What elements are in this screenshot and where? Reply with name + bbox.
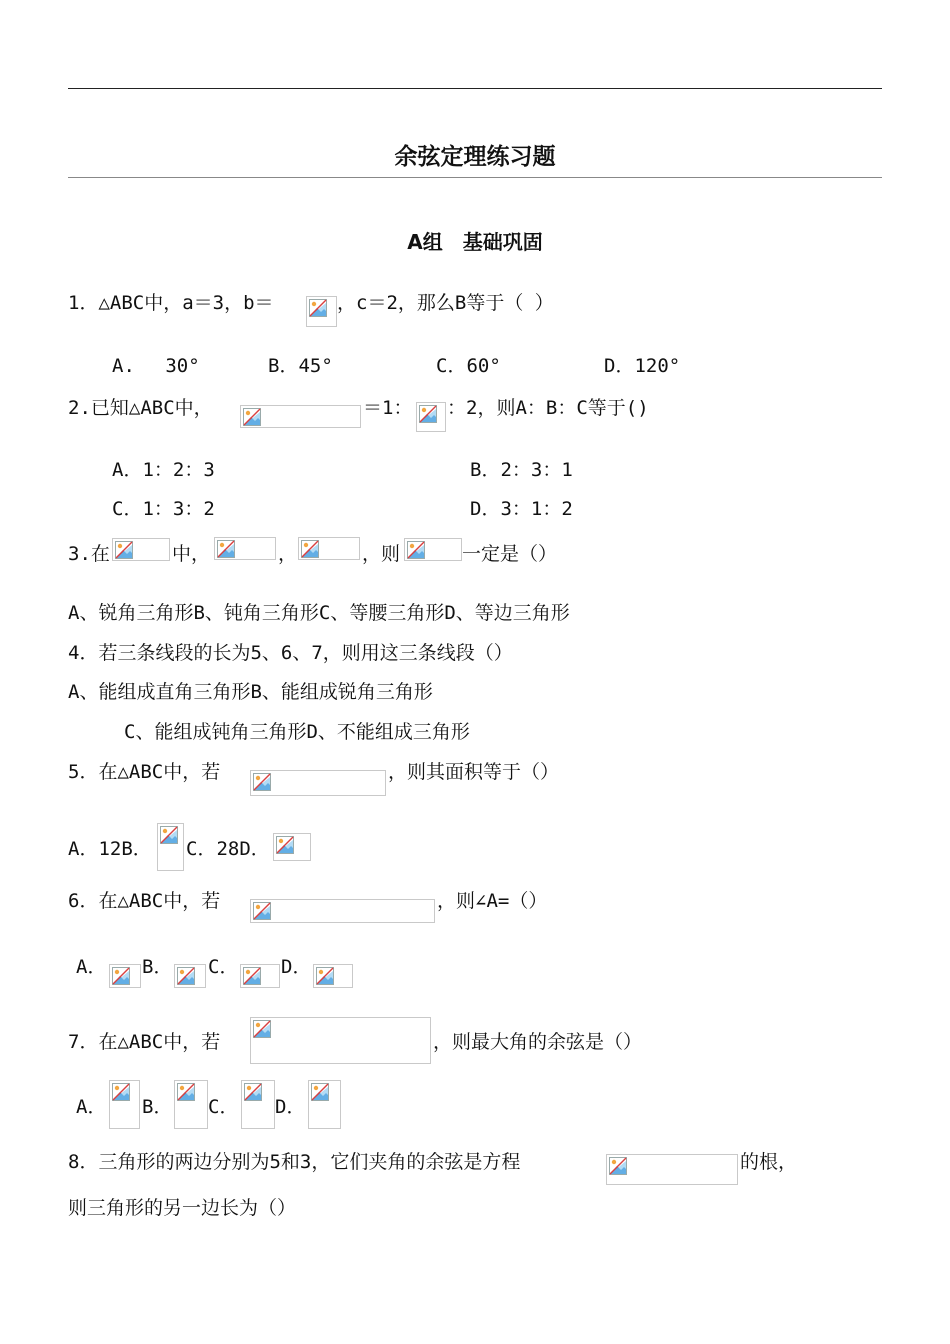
page-title: 余弦定理练习题 [394, 144, 556, 170]
q6-option-a-image [109, 964, 141, 988]
q7-label-d: D． [275, 1096, 306, 1118]
q7-label-b: B． [142, 1096, 173, 1118]
q2-stem-part2: ＝1： [363, 397, 413, 419]
broken-image-icon [175, 1081, 197, 1103]
q3-formula-image-2 [214, 537, 276, 560]
q7-stem-part1: 7．在△ABC中，若 [68, 1031, 221, 1053]
q5-option-b-image [157, 823, 184, 871]
q1-stem-part2: ，c＝2，那么B等于（ ） [337, 292, 554, 314]
q3-stem-part2: 中， [172, 543, 211, 565]
broken-image-icon [113, 539, 135, 561]
q5-formula-image [250, 770, 386, 796]
q2-option-a: A．1：2：3 [112, 459, 215, 481]
q6-option-b-image [174, 964, 206, 988]
broken-image-icon [241, 406, 263, 428]
q6-label-c: C． [208, 956, 239, 978]
q3-stem-part1: 3.在 [68, 543, 110, 565]
q5-stem-part1: 5．在△ABC中，若 [68, 761, 221, 783]
q2-option-d: D．3：1：2 [470, 498, 573, 520]
q3-stem-part4: ，则 [362, 543, 401, 565]
q7-stem-part2: ，则最大角的余弦是（） [433, 1031, 643, 1053]
q2-stem-part1: 2.已知△ABC中， [68, 397, 213, 419]
broken-image-icon [405, 539, 427, 561]
q8-formula-image [606, 1154, 738, 1185]
q8-stem-part1: 8．三角形的两边分别为5和3，它们夹角的余弦是方程 [68, 1151, 521, 1173]
broken-image-icon [307, 297, 329, 319]
broken-image-icon [299, 538, 321, 560]
q8-stem-line2: 则三角形的另一边长为（） [68, 1197, 297, 1219]
broken-image-icon [314, 965, 336, 987]
q1-option-d: D．120° [604, 355, 681, 377]
q8-stem-part2: 的根， [740, 1151, 798, 1173]
q3-formula-image-4 [404, 538, 462, 561]
q1-option-b: B．45° [268, 355, 333, 377]
q4-stem: 4．若三条线段的长为5、6、7，则用这三条线段（） [68, 642, 513, 664]
broken-image-icon [110, 1081, 132, 1103]
q7-option-b-image [174, 1080, 208, 1129]
q4-options-line2: C、能组成钝角三角形D、不能组成三角形 [124, 721, 470, 743]
broken-image-icon [215, 538, 237, 560]
q6-option-c-image [240, 964, 280, 988]
q7-label-a: A． [76, 1096, 107, 1118]
broken-image-icon [607, 1155, 629, 1177]
q7-option-a-image [109, 1080, 140, 1129]
q5-stem-part2: ，则其面积等于（） [388, 761, 560, 783]
header-rule [68, 88, 882, 89]
q2-stem-part3: ：2，则A：B：C等于() [447, 397, 649, 419]
q5-options-part1: A．12B． [68, 838, 152, 860]
broken-image-icon [175, 965, 197, 987]
q1-option-c: C．60° [436, 355, 501, 377]
broken-image-icon [251, 1018, 273, 1040]
q1-option-a: A. 30° [112, 355, 200, 377]
broken-image-icon [110, 965, 132, 987]
q4-options-line1: A、能组成直角三角形B、能组成锐角三角形 [68, 681, 433, 703]
q6-stem-part1: 6．在△ABC中，若 [68, 890, 221, 912]
broken-image-icon [158, 824, 180, 846]
q5-options-part2: C．28D． [186, 838, 270, 860]
q1-formula-image [306, 296, 337, 327]
q7-option-c-image [241, 1080, 275, 1129]
q7-formula-image [250, 1017, 431, 1064]
broken-image-icon [241, 965, 263, 987]
q5-option-d-image [273, 833, 311, 861]
broken-image-icon [274, 834, 296, 856]
q6-label-a: A． [76, 956, 107, 978]
q3-options: A、锐角三角形B、钝角三角形C、等腰三角形D、等边三角形 [68, 602, 570, 624]
q7-label-c: C． [208, 1096, 239, 1118]
q6-label-d: D． [281, 956, 312, 978]
q2-option-c: C．1：3：2 [112, 498, 215, 520]
q6-formula-image [250, 899, 435, 923]
broken-image-icon [309, 1081, 331, 1103]
q3-formula-image-3 [298, 537, 360, 560]
broken-image-icon [251, 771, 273, 793]
q2-option-b: B．2：3：1 [470, 459, 573, 481]
q3-stem-part3: ， [278, 543, 298, 565]
q6-option-d-image [313, 964, 353, 988]
q6-stem-part2: ，则∠A=（） [437, 890, 548, 912]
q3-stem-part5: 一定是（） [462, 543, 558, 565]
q1-stem-part1: 1．△ABC中，a＝3，b＝ [68, 292, 274, 314]
q2-formula-image-1 [240, 405, 361, 428]
broken-image-icon [417, 403, 439, 425]
q2-formula-image-2 [416, 402, 446, 432]
q7-option-d-image [308, 1080, 341, 1129]
q3-formula-image-1 [112, 538, 170, 561]
broken-image-icon [242, 1081, 264, 1103]
group-heading: A组 基础巩固 [407, 230, 543, 254]
broken-image-icon [251, 900, 273, 922]
q6-label-b: B． [142, 956, 173, 978]
title-underline [68, 177, 882, 178]
